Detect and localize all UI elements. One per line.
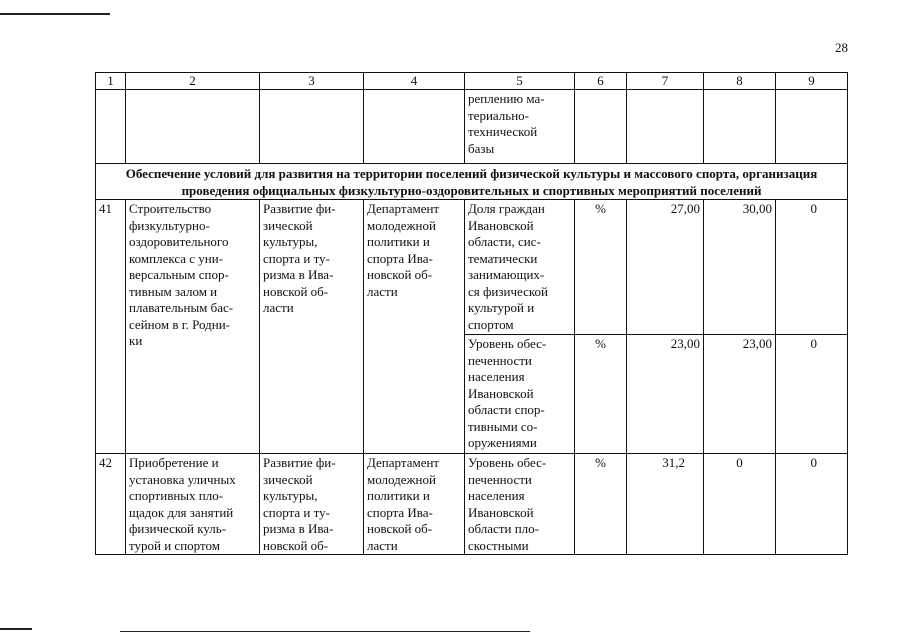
indicator-value-9: 0 xyxy=(776,335,848,454)
indicator-name: Уровень обес- печенности населения Ивановской области пло- скостными xyxy=(465,454,575,555)
measure-name: Приобретение и установка уличных спортивных пло- щадок для занятий физической куль- турой и спортом xyxy=(126,454,260,555)
row-number: 42 xyxy=(96,454,126,555)
indicator-value-8: 30,00 xyxy=(704,200,776,335)
indicator-value-7: 23,00 xyxy=(627,335,704,454)
executor: Департамент молодежной политики и спорта Ива- новской об- ласти xyxy=(364,454,465,555)
header-cell: 1 xyxy=(96,73,126,90)
header-row xyxy=(96,73,848,90)
program-table xyxy=(95,72,848,555)
indicator-value-9: 0 xyxy=(776,454,848,555)
table-row xyxy=(96,200,848,335)
indicator-value-7: 27,00 xyxy=(627,200,704,335)
indicator-value-8: 0 xyxy=(704,454,776,555)
header-cell: 9 xyxy=(776,73,848,90)
program-name: Развитие фи- зической культуры, спорта и ту- ризма в Ива- новской об- ласти xyxy=(260,200,364,454)
row-number: 41 xyxy=(96,200,126,454)
indicator-name: Доля граждан Ивановской области, сис- тематически занимающих- ся физической культурой и спортом xyxy=(465,200,575,335)
page-number: 28 xyxy=(835,40,848,55)
indicator-value-8: 23,00 xyxy=(704,335,776,454)
header-cell: 6 xyxy=(575,73,627,90)
header-cell: 8 xyxy=(704,73,776,90)
indicator-unit: % xyxy=(575,454,627,555)
header-cell: 7 xyxy=(627,73,704,90)
program-name: Развитие фи- зической культуры, спорта и ту- ризма в Ива- новской об- xyxy=(260,454,364,555)
indicator-value-9: 0 xyxy=(776,200,848,335)
continued-row xyxy=(96,90,848,164)
scan-line-bottom xyxy=(120,631,530,632)
scan-line-bottom-left xyxy=(0,628,32,630)
header-cell: 2 xyxy=(126,73,260,90)
indicator-value-7: 31,2 xyxy=(627,454,704,555)
section-row xyxy=(96,164,848,200)
measure-name: Строительство физкультурно- оздоровительного комплекса с уни- версальным спор- тивным залом и плавательным бас- сейном в г. Родни- ки xyxy=(126,200,260,454)
section-title: Обеспечение условий для развития на территории поселений физической культуры и массового спорта, организация проведения официальных физкультурно-оздоровительных и спортивных мероприятий поселений xyxy=(96,164,848,200)
header-cell: 3 xyxy=(260,73,364,90)
header-cell: 5 xyxy=(465,73,575,90)
executor: Департамент молодежной политики и спорта Ива- новской об- ласти xyxy=(364,200,465,454)
header-cell: 4 xyxy=(364,73,465,90)
indicator-unit: % xyxy=(575,200,627,335)
table-row xyxy=(96,454,848,555)
indicator-name: Уровень обес- печенности населения Ивановской области спор- тивными со- оружениями xyxy=(465,335,575,454)
scan-line-top xyxy=(0,13,110,15)
indicator-unit: % xyxy=(575,335,627,454)
continued-indicator-text: реплению ма- териально- технической базы xyxy=(465,90,575,164)
